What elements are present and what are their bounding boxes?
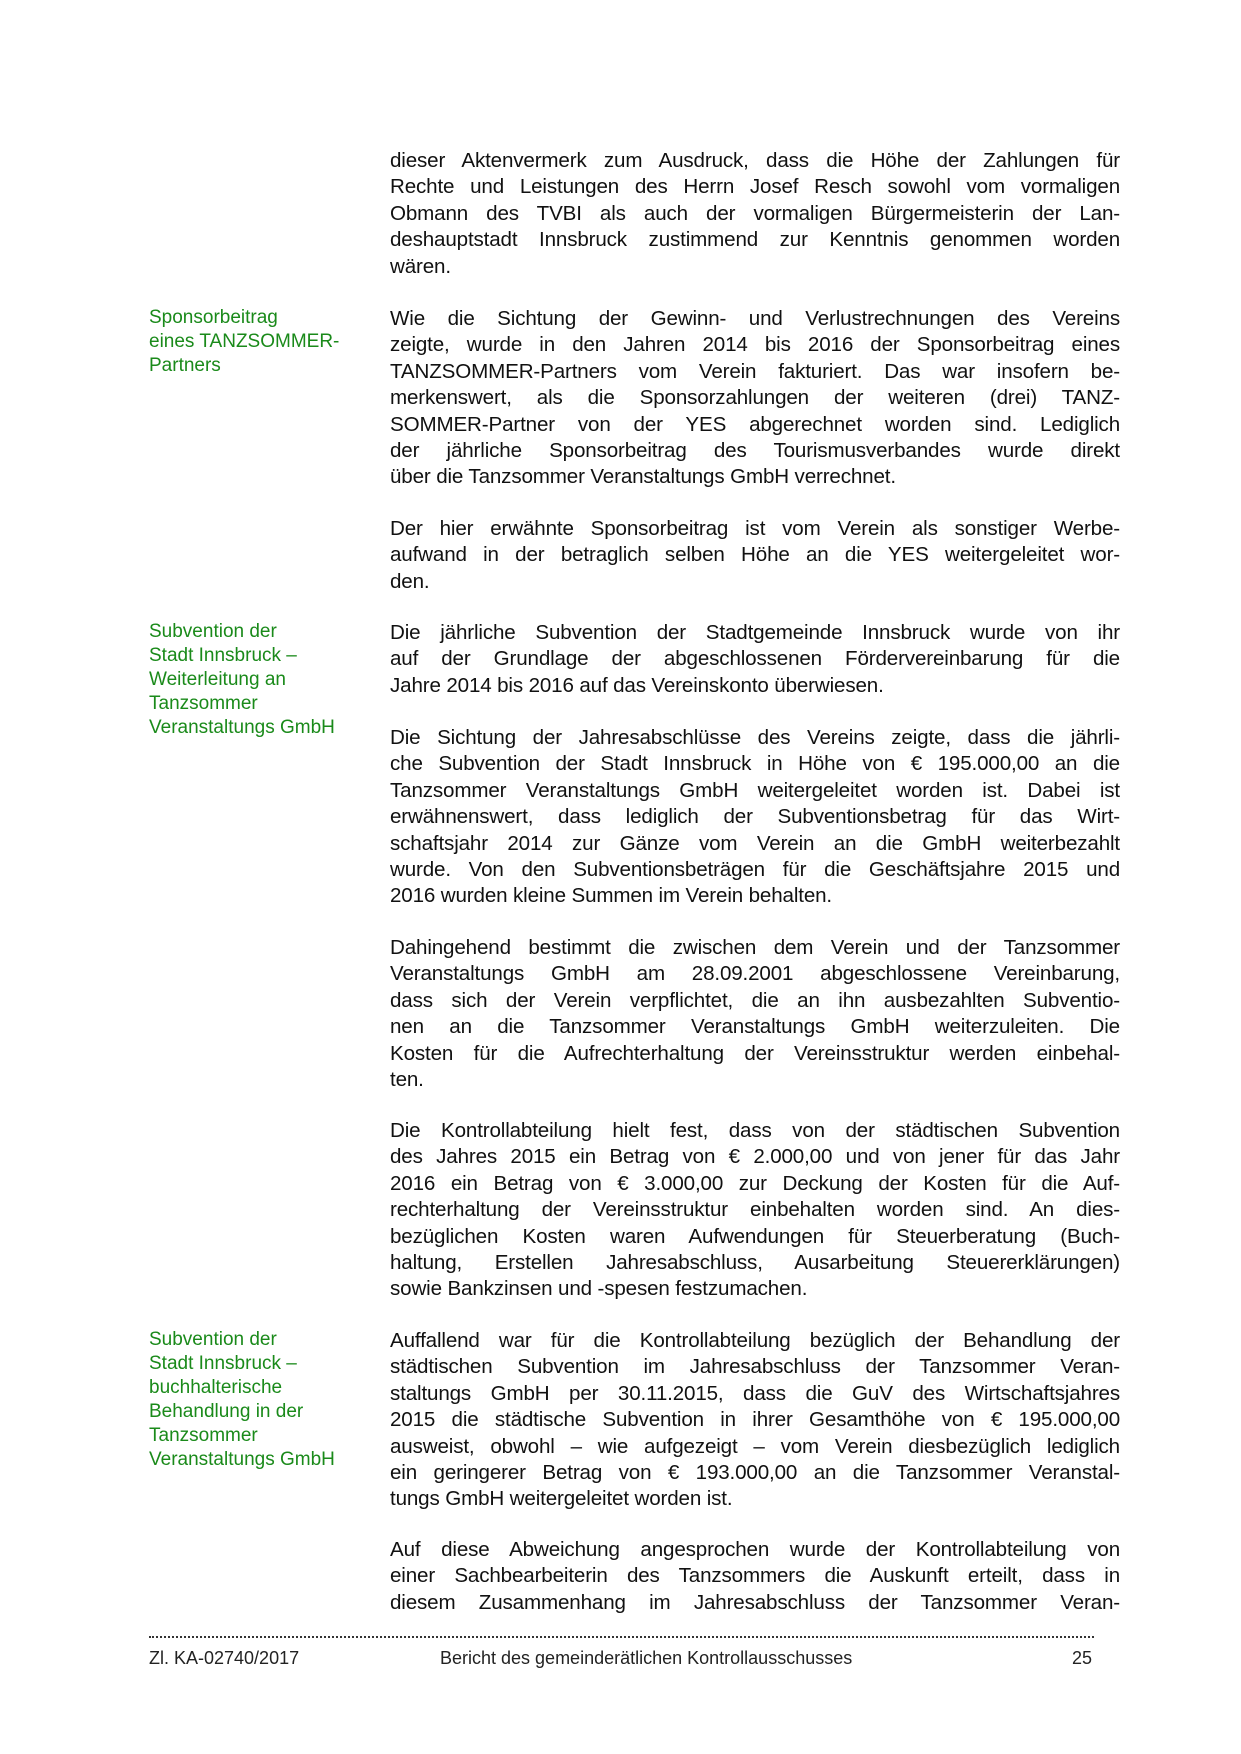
text-line: städtischen Subvention im Jahresabschluss der Tanzsommer Veran- (390, 1355, 1120, 1379)
text-line: der jährliche Sponsorbeitrag des Tourismusverbandes wurde direkt (390, 439, 1120, 463)
text-line: 2015 die städtische Subvention in ihrer Gesamthöhe von € 195.000,00 (390, 1408, 1120, 1432)
text-line: auf der Grundlage der abgeschlossenen Fördervereinbarung für die (390, 647, 1120, 671)
text-line: Dahingehend bestimmt die zwischen dem Verein und der Tanzsommer (390, 936, 1120, 959)
note-line: Veranstaltungs GmbH (149, 717, 335, 738)
text-line: Rechte und Leistungen des Herrn Josef Resch sowohl vom vormaligen (390, 175, 1120, 199)
note-line: eines TANZSOMMER- (149, 331, 340, 352)
text-line: haltung, Erstellen Jahresabschluss, Ausarbeitung Steuererklärungen) (390, 1251, 1120, 1275)
note-line: Partners (149, 355, 221, 376)
paragraph-kontrollabteilung (390, 1118, 1120, 1303)
note-line: Stadt Innsbruck – (149, 645, 297, 666)
note-line: Tanzsommer (149, 693, 258, 714)
text-line: nen an die Tanzsommer Veranstaltungs GmbH weiterzuleiten. Die (390, 1015, 1120, 1039)
paragraph-werbeaufwand (390, 516, 1120, 595)
text-line: 2016 wurden kleine Summen im Verein behalten. (390, 884, 833, 908)
margin-note-buchhalterische-behandlung (149, 1328, 369, 1472)
text-line: Auffallend war für die Kontrollabteilung bezüglich der Behandlung der (390, 1329, 1120, 1352)
note-line: Subvention der (149, 621, 277, 642)
note-line: Tanzsommer (149, 1425, 258, 1446)
text-line: Auf diese Abweichung angesprochen wurde der Kontrollabteilung von (390, 1538, 1120, 1561)
note-line: Subvention der (149, 1329, 277, 1350)
text-line: bezüglichen Kosten waren Aufwendungen für Steuerberatung (Buch- (390, 1224, 1120, 1248)
note-line: buchhalterische (149, 1377, 283, 1398)
note-line: Weiterleitung an (149, 669, 286, 690)
text-line: Die Sichtung der Jahresabschlüsse des Vereins zeigte, dass die jährli- (390, 726, 1120, 749)
text-line: staltungs GmbH per 30.11.2015, dass die GuV des Wirtschaftsjahres (390, 1381, 1120, 1405)
text-line: Der hier erwähnte Sponsorbeitrag ist vom Verein als sonstiger Werbe- (390, 517, 1120, 540)
footer-dotted-rule (149, 1630, 1094, 1638)
text-line: Obmann des TVBI als auch der vormaligen Bürgermeisterin der Lan- (390, 201, 1120, 225)
margin-note-weiterleitung (149, 620, 369, 740)
text-line: ein geringerer Betrag von € 193.000,00 an die Tanzsommer Veranstal- (390, 1461, 1120, 1485)
text-line: Die Kontrollabteilung hielt fest, dass von der städtischen Subvention (390, 1119, 1120, 1142)
text-line: Wie die Sichtung der Gewinn- und Verlustrechnungen des Vereins (390, 307, 1120, 330)
paragraph-jahresabschluesse (390, 725, 1120, 910)
text-line: SOMMER-Partner von der YES abgerechnet worden sind. Lediglich (390, 412, 1120, 436)
text-line: rechterhaltung der Vereinsstruktur einbehalten worden sind. An dies- (390, 1198, 1120, 1222)
note-line: Veranstaltungs GmbH (149, 1449, 335, 1470)
page-number: 25 (1072, 1648, 1093, 1668)
paragraph-subvention-ueberweisung (390, 620, 1120, 699)
text-line: merkenswert, als die Sponsorzahlungen der weiteren (drei) TANZ- (390, 386, 1120, 410)
note-line: Sponsorbeitrag (149, 307, 278, 328)
text-line: Veranstaltungs GmbH am 28.09.2001 abgeschlossene Vereinbarung, (390, 962, 1120, 986)
text-line: 2016 ein Betrag von € 3.000,00 zur Deckung der Kosten für die Auf- (390, 1171, 1120, 1195)
paragraph-aktenvermerk (390, 148, 1120, 280)
text-line: Kosten für die Aufrechterhaltung der Vereinsstruktur werden einbehal- (390, 1041, 1120, 1065)
paragraph-auffallend (390, 1328, 1120, 1513)
text-line: tungs GmbH weitergeleitet worden ist. (390, 1487, 733, 1511)
text-line: dieser Aktenvermerk zum Ausdruck, dass die Höhe der Zahlungen für (390, 149, 1120, 172)
text-line: TANZSOMMER-Partners vom Verein fakturiert. Das war insofern be- (390, 359, 1120, 383)
text-line: zeigte, wurde in den Jahren 2014 bis 2016 der Sponsorbeitrag eines (390, 333, 1120, 357)
footer-title: Bericht des gemeinderätlichen Kontrollausschusses (440, 1648, 853, 1668)
text-line: den. (390, 569, 430, 593)
footer-reference: Zl. KA-02740/2017 (149, 1648, 300, 1668)
text-line: über die Tanzsommer Veranstaltungs GmbH verrechnet. (390, 465, 896, 489)
text-line: dass sich der Verein verpflichtet, die an ihn ausbezahlten Subventio- (390, 988, 1120, 1012)
text-line: wären. (390, 254, 451, 278)
text-line: Jahre 2014 bis 2016 auf das Vereinskonto überwiesen. (390, 673, 884, 697)
text-line: Die jährliche Subvention der Stadtgemeinde Innsbruck wurde von ihr (390, 621, 1120, 644)
paragraph-sponsorbeitrag (390, 306, 1120, 491)
text-line: schaftsjahr 2014 zur Gänze vom Verein an die GmbH weiterbezahlt (390, 831, 1120, 855)
note-line: Behandlung in der (149, 1401, 304, 1422)
text-line: einer Sachbearbeiterin des Tanzsommers die Auskunft erteilt, dass in (390, 1564, 1120, 1588)
margin-note-sponsorbeitrag (149, 306, 369, 378)
note-line: Stadt Innsbruck – (149, 1353, 297, 1374)
text-line: ausweist, obwohl – wie aufgezeigt – vom Verein diesbezüglich lediglich (390, 1434, 1120, 1458)
text-line: deshauptstadt Innsbruck zustimmend zur Kenntnis genommen worden (390, 228, 1120, 252)
text-line: erwähnenswert, dass lediglich der Subventionsbetrag für das Wirt- (390, 805, 1120, 829)
text-line: Tanzsommer Veranstaltungs GmbH weitergeleitet worden ist. Dabei ist (390, 778, 1120, 802)
text-line: wurde. Von den Subventionsbeträgen für die Geschäftsjahre 2015 und (390, 858, 1120, 882)
text-line: che Subvention der Stadt Innsbruck in Höhe von € 195.000,00 an die (390, 752, 1120, 776)
text-line: des Jahres 2015 ein Betrag von € 2.000,00 und von jener für das Jahr (390, 1145, 1120, 1169)
text-line: diesem Zusammenhang im Jahresabschluss der Tanzsommer Veran- (390, 1590, 1120, 1614)
text-line: aufwand in der betraglich selben Höhe an die YES weitergeleitet wor- (390, 543, 1120, 567)
text-line: sowie Bankzinsen und -spesen festzumachen. (390, 1277, 808, 1301)
paragraph-abweichung (390, 1537, 1120, 1616)
paragraph-vereinbarung (390, 935, 1120, 1093)
text-line: ten. (390, 1068, 424, 1092)
